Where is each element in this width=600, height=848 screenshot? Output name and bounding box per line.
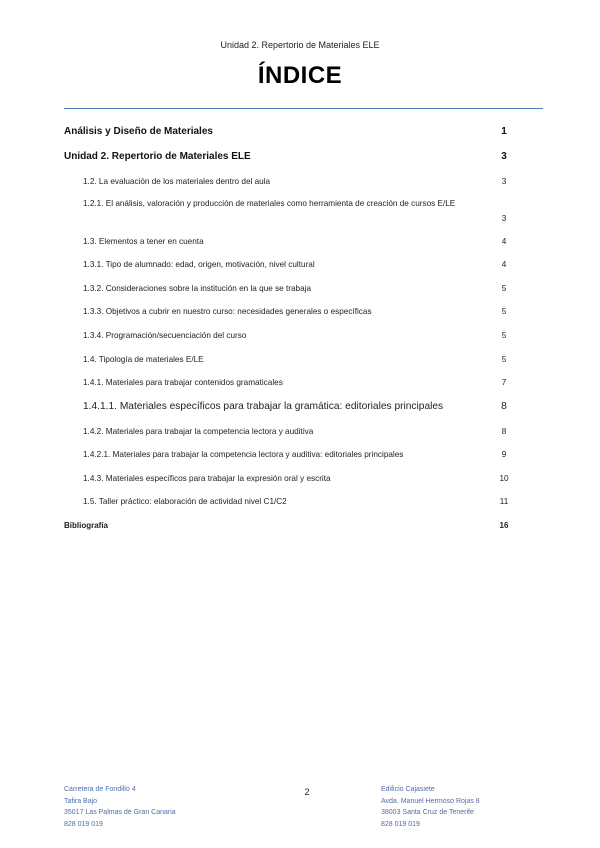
- toc-entry-page: 4: [501, 260, 507, 269]
- toc-entry-label: Análisis y Diseño de Materiales: [64, 126, 213, 137]
- toc-entry-page: 5: [501, 284, 507, 293]
- toc-entry-label: 1.5. Taller práctico: elaboración de actividad nivel C1/C2: [83, 497, 287, 506]
- toc-entry-page: 5: [501, 331, 507, 340]
- toc-entry-label: 1.3. Elementos a tener en cuenta: [83, 237, 204, 246]
- footer-line: 828 019 019: [64, 820, 103, 828]
- toc-entry-label: 1.4.3. Materiales específicos para trabajar la expresión oral y escrita: [83, 474, 331, 483]
- running-header: Unidad 2. Repertorio de Materiales ELE: [220, 40, 380, 50]
- toc-entry-label: 1.3.4. Programación/secuenciación del curso: [83, 331, 247, 340]
- footer-line: Edificio Cajasiete: [381, 786, 435, 793]
- toc-entry-page: 4: [501, 237, 507, 246]
- footer-line: Tafira Bajo: [64, 797, 98, 805]
- toc-entry-page: 7: [501, 378, 507, 387]
- footer-address-right: [381, 784, 480, 830]
- toc-entry-label: 1.2.1. El análisis, valoración y producción de materiales como herramienta de creación de cursos E/LE: [83, 199, 456, 208]
- toc-entry-label: Unidad 2. Repertorio de Materiales ELE: [64, 151, 251, 162]
- toc-entry-page: 3: [501, 214, 507, 223]
- toc-entry-page: 3: [501, 177, 507, 186]
- toc-entry-label: 1.4. Tipología de materiales E/LE: [83, 355, 204, 364]
- footer-line: Avda. Manuel Hermoso Rojas 8: [381, 797, 480, 805]
- toc-entry-page: 8: [501, 427, 507, 436]
- toc-entry-page: 5: [501, 355, 507, 364]
- toc-entry-label: 1.4.2.1. Materiales para trabajar la competencia lectora y auditiva: editoriales principales: [83, 450, 404, 459]
- toc-entry-page: 10: [499, 474, 509, 483]
- toc-entry-page: 5: [501, 307, 507, 316]
- page-title: ÍNDICE: [257, 62, 343, 89]
- footer-line: Carretera de Fondillo 4: [64, 786, 136, 793]
- footer-address-left: [64, 784, 176, 830]
- toc-entry-label: 1.4.2. Materiales para trabajar la competencia lectora y auditiva: [83, 427, 314, 436]
- toc-entry-label: 1.2. La evaluación de los materiales dentro del aula: [83, 177, 271, 186]
- toc-entry-label: 1.4.1.1. Materiales específicos para trabajar la gramática: editoriales principales: [83, 401, 444, 412]
- toc-entry-label: 1.3.1. Tipo de alumnado: edad, origen, motivación, nivel cultural: [83, 260, 315, 269]
- footer-line: 35017 Las Palmas de Gran Canaria: [64, 809, 176, 816]
- title-divider: [64, 108, 543, 109]
- toc-entry-page: 8: [501, 401, 507, 412]
- toc-entry-page: 11: [499, 497, 509, 506]
- page-number: 2: [304, 787, 310, 797]
- footer-line: 38003 Santa Cruz de Tenerife: [381, 809, 474, 816]
- toc-entry-page: 3: [501, 151, 507, 162]
- footer-line: 828 019 019: [381, 820, 420, 828]
- toc-entry-page: 1: [501, 126, 507, 137]
- toc-entry-label: 1.4.1. Materiales para trabajar contenidos gramaticales: [83, 378, 283, 387]
- toc-entry-label: 1.3.3. Objetivos a cubrir en nuestro curso: necesidades generales o específicas: [83, 307, 372, 316]
- toc-entry-page: 9: [501, 450, 507, 459]
- toc-entry-label: 1.3.2. Consideraciones sobre la institución en la que se trabaja: [83, 284, 312, 293]
- toc-entry-label: Bibliografía: [64, 521, 109, 530]
- toc-entry-page: 16: [499, 521, 509, 530]
